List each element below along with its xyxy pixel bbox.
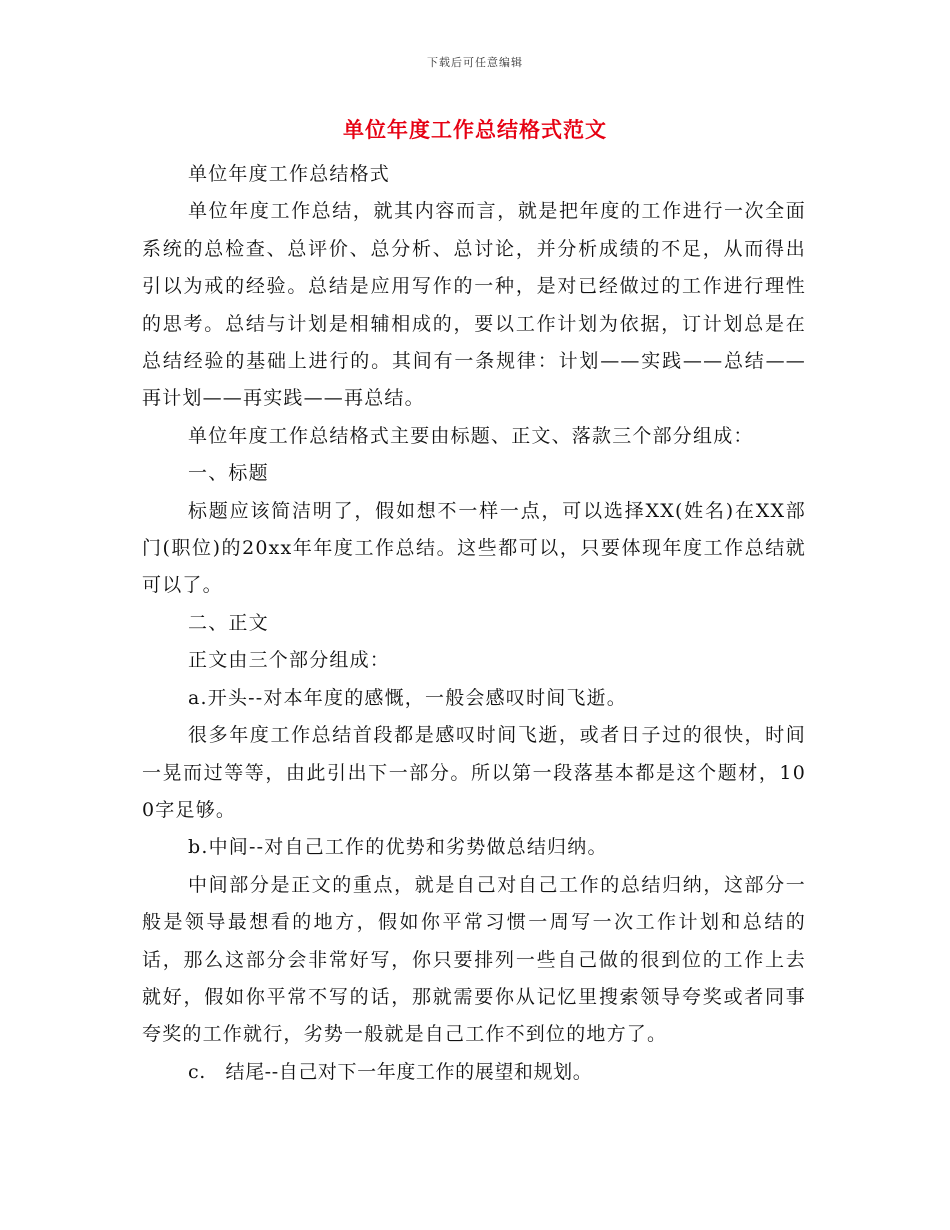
page-header-note: 下载后可任意编辑 [427, 56, 523, 69]
item-c-heading: c. 结尾--自己对下一年度工作的展望和规划。 [188, 1060, 593, 1083]
paragraph-subtitle: 单位年度工作总结格式 [188, 163, 391, 185]
paragraph-title-guidance: 标题应该简洁明了，假如想不一样一点，可以选择XX(姓名)在XX部门(职位)的20xx年年度工作总结。这些都可以，只要体现年度工作总结就可以了。 [142, 499, 806, 597]
item-a-heading: a.开头--对本年度的感慨，一般会感叹时间飞逝。 [188, 686, 628, 709]
paragraph-item-b: 中间部分是正文的重点，就是自己对自己工作的总结归纳，这部分一般是领导最想看的地方，假如你平常习惯一周写一次工作计划和总结的话，那么这部分会非常好写，你只要排列一些自己做的很到位的工作上去就好，假如你平常不写的话，那就需要你从记忆里搜索领导夸奖或者同事夸奖的工作就行，劣势一般就是自己工作不到位的地方了。 [142, 873, 806, 1046]
paragraph-item-a: 很多年度工作总结首段都是感叹时间飞逝，或者日子过的很快，时间一晃而过等等，由此引出下一部分。所以第一段落基本都是这个题材，100字足够。 [142, 724, 806, 821]
document-title: 单位年度工作总结格式范文 [343, 117, 607, 142]
document-body [142, 156, 806, 1091]
paragraph-body-parts: 正文由三个部分组成： [188, 649, 391, 672]
section-heading-title: 一、标题 [188, 462, 269, 485]
paragraph-intro: 单位年度工作总结，就其内容而言，就是把年度的工作进行一次全面系统的总检查、总评价、总分析、总讨论，并分析成绩的不足，从而得出引以为戒的经验。总结是应用写作的一种，是对已经做过的工作进行理性的思考。总结与计划是相辅相成的，要以工作计划为依据，订计划总是在总结经验的基础上进行的。其间有一条规律：计划——实践——总结——再计划——再实践——再总结。 [142, 200, 806, 410]
section-heading-body: 二、正文 [188, 611, 269, 634]
item-b-heading: b.中间--对自己工作的优势和劣势做总结归纳。 [188, 836, 608, 859]
paragraph-structure: 单位年度工作总结格式主要由标题、正文、落款三个部分组成： [188, 424, 754, 447]
